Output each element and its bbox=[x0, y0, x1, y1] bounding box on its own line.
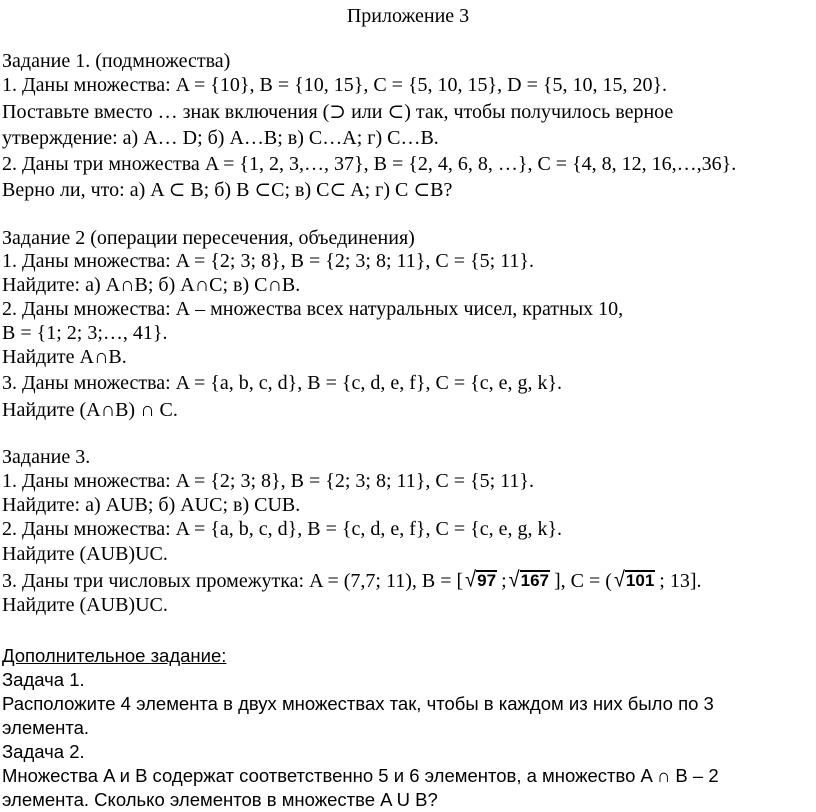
task3-heading: Задание 3. bbox=[2, 446, 91, 468]
task1-heading: Задание 1. (подмножества) bbox=[2, 50, 231, 72]
extra-heading: Дополнительное задание: bbox=[2, 645, 227, 666]
task2-line-6: 3. Даны множества: A = {a, b, c, d}, B = {c, d, e, f}, C = {c, e, g, k}. bbox=[2, 372, 563, 394]
interval-text-a: 3. Даны три числовых промежутка: A = (7,7; 11), B = [ bbox=[2, 570, 464, 592]
task2-line-2: Найдите: а) A∩B; б) A∩C; в) C∩B. bbox=[2, 274, 301, 296]
task2-line-1: 1. Даны множества: A = {2; 3; 8}, B = {2; 3; 8; 11}, C = {5; 11}. bbox=[2, 250, 534, 272]
task1-line-4: 2. Даны три множества A = {1, 2, 3,…, 37}, B = {2, 4, 6, 8, …}, C = {4, 8, 12, 16,…,36}. bbox=[2, 153, 737, 175]
task3-line-6: Найдите (AUB)UC. bbox=[2, 594, 168, 616]
extra-problem1-title: Задача 1. bbox=[2, 669, 85, 690]
extra-problem2-line-2: элемента. Сколько элементов в множестве A U B? bbox=[2, 789, 438, 810]
task2-line-5: Найдите A∩B. bbox=[2, 346, 127, 368]
extra-problem2-line-1: Множества A и B содержат соответственно 5 и 6 элементов, а множество A ∩ B – 2 bbox=[2, 765, 719, 786]
task2-heading: Задание 2 (операции пересечения, объединения) bbox=[2, 227, 415, 249]
extra-problem2-title: Задача 2. bbox=[2, 741, 85, 762]
task2-line-3: 2. Даны множества: А – множества всех натуральных чисел, кратных 10, bbox=[2, 298, 624, 320]
interval-text-d: ; 13]. bbox=[659, 570, 702, 592]
task1-line-1: 1. Даны множества: A = {10}, B = {10, 15}, C = {5, 10, 15}, D = {5, 10, 15, 20}. bbox=[2, 74, 668, 96]
task3-line-1: 1. Даны множества: A = {2; 3; 8}, B = {2; 3; 8; 11}, C = {5; 11}. bbox=[2, 470, 534, 492]
task1-line-5: Верно ли, что: а) A ⊂ B; б) B ⊂C; в) C⊂ A; г) C ⊂B? bbox=[2, 179, 453, 201]
task2-line-7: Найдите (A∩B) ∩ C. bbox=[2, 399, 178, 421]
extra-problem1-line-1: Расположите 4 элемента в двух множествах так, чтобы в каждом из них было по 3 bbox=[2, 693, 714, 714]
task3-line-3: 2. Даны множества: A = {a, b, c, d}, B = {c, d, e, f}, C = {c, e, g, k}. bbox=[2, 518, 563, 540]
task1-line-3: утверждение: а) A… D; б) A…B; в) C…A; г) C…B. bbox=[2, 127, 439, 149]
task2-line-4: B = {1; 2; 3;…, 41}. bbox=[2, 322, 168, 344]
sqrt-97-expression: √97 bbox=[465, 567, 497, 593]
extra-problem1-line-2: элемента. bbox=[2, 717, 90, 738]
task3-line-5 bbox=[2, 569, 702, 593]
task1-line-2: Поставьте вместо … знак включения (⊃ или ⊂) так, чтобы получилось верное bbox=[2, 101, 674, 123]
task3-line-2: Найдите: а) AUB; б) AUC; в) CUB. bbox=[2, 494, 301, 516]
task3-line-4: Найдите (AUB)UC. bbox=[2, 543, 168, 565]
sqrt-101-expression: √101 bbox=[613, 567, 655, 593]
interval-text-b: ; bbox=[501, 570, 507, 592]
interval-text-c: ], C = ( bbox=[553, 570, 612, 592]
sqrt-167-expression: √167 bbox=[508, 567, 549, 593]
page-title: Приложение 3 bbox=[346, 5, 470, 27]
